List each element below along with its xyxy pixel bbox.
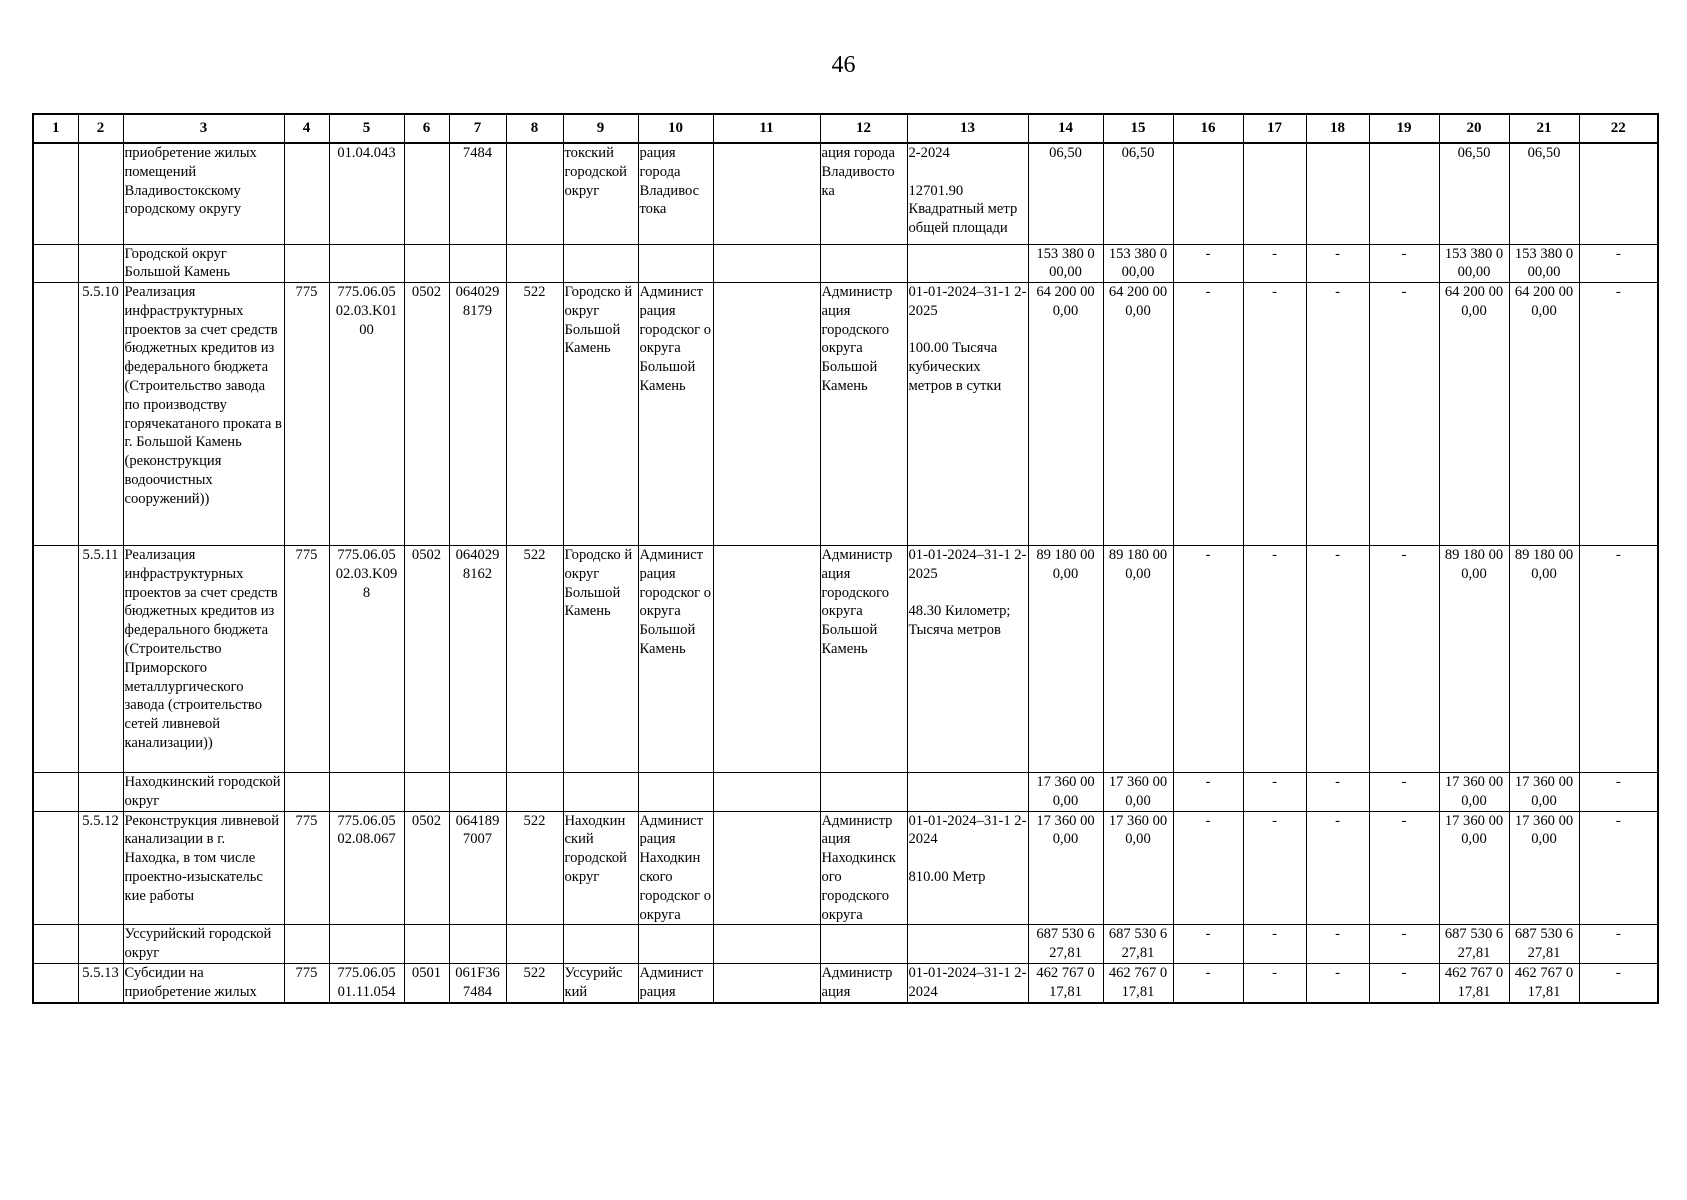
cell-col-9: Городско й округ Большой Камень — [563, 546, 638, 773]
cell-col-16: - — [1173, 244, 1243, 283]
cell-col-19: - — [1369, 244, 1439, 283]
column-header-22: 22 — [1579, 114, 1658, 143]
cell-col-10: Админист рация — [638, 964, 713, 1003]
table-row — [33, 773, 1658, 812]
column-header-1: 1 — [33, 114, 78, 143]
cell-col-4: 775 — [284, 283, 329, 546]
cell-col-21: 17 360 00 0,00 — [1509, 811, 1579, 925]
cell-col-8: 522 — [506, 283, 563, 546]
cell-col-6: 0502 — [404, 546, 449, 773]
cell-col-21: 462 767 0 17,81 — [1509, 964, 1579, 1003]
cell-col-9: Городско й округ Большой Камень — [563, 283, 638, 546]
cell-col-5: 775.06.05 02.03.K01 00 — [329, 283, 404, 546]
cell-col-16: - — [1173, 546, 1243, 773]
cell-col-15: 153 380 0 00,00 — [1103, 244, 1173, 283]
cell-col-16: - — [1173, 811, 1243, 925]
cell-col-3: Уссурийский городской округ — [123, 925, 284, 964]
cell-col-6: 0501 — [404, 964, 449, 1003]
cell-col-10 — [638, 925, 713, 964]
cell-col-7: 064029 8179 — [449, 283, 506, 546]
cell-col-22: - — [1579, 546, 1658, 773]
cell-col-9 — [563, 925, 638, 964]
cell-col-1 — [33, 811, 78, 925]
column-header-9: 9 — [563, 114, 638, 143]
cell-col-18: - — [1306, 964, 1369, 1003]
cell-col-22 — [1579, 143, 1658, 244]
cell-col-2: 5.5.12 — [78, 811, 123, 925]
table-row — [33, 925, 1658, 964]
cell-col-8: 522 — [506, 811, 563, 925]
column-header-12: 12 — [820, 114, 907, 143]
column-header-10: 10 — [638, 114, 713, 143]
cell-col-22: - — [1579, 925, 1658, 964]
cell-col-4: 775 — [284, 546, 329, 773]
cell-col-5: 01.04.043 — [329, 143, 404, 244]
cell-col-11 — [713, 811, 820, 925]
cell-col-4 — [284, 925, 329, 964]
cell-col-3: Реконструкция ливневой канализации в г. Находка, в том числе проектно-изыскательс кие работы — [123, 811, 284, 925]
cell-col-17: - — [1243, 964, 1306, 1003]
cell-col-1 — [33, 244, 78, 283]
cell-col-5: 775.06.05 02.03.K09 8 — [329, 546, 404, 773]
cell-col-10 — [638, 244, 713, 283]
cell-col-17: - — [1243, 244, 1306, 283]
cell-col-6: 0502 — [404, 811, 449, 925]
cell-col-11 — [713, 244, 820, 283]
cell-col-17: - — [1243, 546, 1306, 773]
cell-col-4 — [284, 143, 329, 244]
cell-col-12: Администр ация — [820, 964, 907, 1003]
cell-col-22: - — [1579, 283, 1658, 546]
cell-col-19: - — [1369, 964, 1439, 1003]
cell-col-2 — [78, 925, 123, 964]
cell-col-9: Уссурийс кий — [563, 964, 638, 1003]
header-row — [33, 114, 1658, 143]
cell-col-14: 17 360 00 0,00 — [1028, 811, 1103, 925]
cell-col-8: 522 — [506, 964, 563, 1003]
cell-col-8 — [506, 925, 563, 964]
cell-col-20: 17 360 00 0,00 — [1439, 773, 1509, 812]
cell-col-4: 775 — [284, 811, 329, 925]
cell-col-17: - — [1243, 811, 1306, 925]
cell-col-18: - — [1306, 811, 1369, 925]
cell-col-9: Находкин ский городской округ — [563, 811, 638, 925]
cell-col-2: 5.5.11 — [78, 546, 123, 773]
cell-col-18: - — [1306, 244, 1369, 283]
cell-col-21: 06,50 — [1509, 143, 1579, 244]
cell-col-21: 153 380 0 00,00 — [1509, 244, 1579, 283]
cell-col-5: 775.06.05 02.08.067 — [329, 811, 404, 925]
cell-col-7 — [449, 244, 506, 283]
cell-col-9 — [563, 773, 638, 812]
column-header-21: 21 — [1509, 114, 1579, 143]
cell-col-14: 462 767 0 17,81 — [1028, 964, 1103, 1003]
cell-col-11 — [713, 546, 820, 773]
cell-col-7: 061F36 7484 — [449, 964, 506, 1003]
cell-col-3: Субсидии на приобретение жилых — [123, 964, 284, 1003]
cell-col-10: Админист рация городског о округа Большой Камень — [638, 283, 713, 546]
cell-col-18: - — [1306, 546, 1369, 773]
column-header-17: 17 — [1243, 114, 1306, 143]
cell-col-13: 01-01-2024–31-1 2-2025 48.30 Километр; Тысяча метров — [907, 546, 1028, 773]
cell-col-6 — [404, 773, 449, 812]
cell-col-12: Администр ация городского округа Большой Камень — [820, 546, 907, 773]
cell-col-7: 7484 — [449, 143, 506, 244]
cell-col-19: - — [1369, 283, 1439, 546]
cell-col-3: Находкинский городской округ — [123, 773, 284, 812]
cell-col-8 — [506, 773, 563, 812]
cell-col-3: приобретение жилых помещений Владивостокскому городскому округу — [123, 143, 284, 244]
cell-col-21: 17 360 00 0,00 — [1509, 773, 1579, 812]
cell-col-10: Админист рация городског о округа Большой Камень — [638, 546, 713, 773]
cell-col-2 — [78, 773, 123, 812]
cell-col-14: 17 360 00 0,00 — [1028, 773, 1103, 812]
table-body — [33, 143, 1658, 1003]
column-header-7: 7 — [449, 114, 506, 143]
column-header-6: 6 — [404, 114, 449, 143]
table-row — [33, 546, 1658, 773]
cell-col-10: Админист рация Находкин ского городског о округа — [638, 811, 713, 925]
cell-col-10 — [638, 773, 713, 812]
column-header-14: 14 — [1028, 114, 1103, 143]
cell-col-17: - — [1243, 773, 1306, 812]
cell-col-11 — [713, 283, 820, 546]
column-header-13: 13 — [907, 114, 1028, 143]
cell-col-5 — [329, 244, 404, 283]
cell-col-12 — [820, 244, 907, 283]
cell-col-20: 64 200 00 0,00 — [1439, 283, 1509, 546]
cell-col-19: - — [1369, 811, 1439, 925]
cell-col-11 — [713, 773, 820, 812]
cell-col-5: 775.06.05 01.11.054 — [329, 964, 404, 1003]
column-header-4: 4 — [284, 114, 329, 143]
cell-col-15: 17 360 00 0,00 — [1103, 811, 1173, 925]
cell-col-4: 775 — [284, 964, 329, 1003]
column-header-3: 3 — [123, 114, 284, 143]
cell-col-13: 2-2024 12701.90 Квадратный метр общей площади — [907, 143, 1028, 244]
column-header-11: 11 — [713, 114, 820, 143]
cell-col-12: Администр ация Находкинск ого городского округа — [820, 811, 907, 925]
cell-col-5 — [329, 925, 404, 964]
cell-col-19 — [1369, 143, 1439, 244]
cell-col-13 — [907, 925, 1028, 964]
cell-col-10: рация города Владивос тока — [638, 143, 713, 244]
cell-col-5 — [329, 773, 404, 812]
cell-col-14: 153 380 0 00,00 — [1028, 244, 1103, 283]
cell-col-7: 064189 7007 — [449, 811, 506, 925]
cell-col-17 — [1243, 143, 1306, 244]
cell-col-19: - — [1369, 546, 1439, 773]
cell-col-19: - — [1369, 773, 1439, 812]
cell-col-22: - — [1579, 244, 1658, 283]
cell-col-1 — [33, 143, 78, 244]
cell-col-16: - — [1173, 773, 1243, 812]
column-header-18: 18 — [1306, 114, 1369, 143]
column-header-8: 8 — [506, 114, 563, 143]
cell-col-15: 64 200 00 0,00 — [1103, 283, 1173, 546]
cell-col-6 — [404, 143, 449, 244]
table-row — [33, 143, 1658, 244]
cell-col-7: 064029 8162 — [449, 546, 506, 773]
cell-col-2: 5.5.10 — [78, 283, 123, 546]
cell-col-16: - — [1173, 283, 1243, 546]
cell-col-3: Реализация инфраструктурных проектов за счет средств бюджетных кредитов из федерального бюджета (Строительство завода по производству горячекатаного проката в г. Большой Камень (реконструкция водоочистных сооружений)) — [123, 283, 284, 546]
cell-col-7 — [449, 925, 506, 964]
cell-col-16: - — [1173, 925, 1243, 964]
cell-col-14: 687 530 6 27,81 — [1028, 925, 1103, 964]
cell-col-15: 17 360 00 0,00 — [1103, 773, 1173, 812]
cell-col-15: 687 530 6 27,81 — [1103, 925, 1173, 964]
column-header-2: 2 — [78, 114, 123, 143]
cell-col-2 — [78, 143, 123, 244]
cell-col-20: 687 530 6 27,81 — [1439, 925, 1509, 964]
cell-col-15: 06,50 — [1103, 143, 1173, 244]
cell-col-13 — [907, 244, 1028, 283]
cell-col-22: - — [1579, 964, 1658, 1003]
cell-col-1 — [33, 773, 78, 812]
cell-col-14: 06,50 — [1028, 143, 1103, 244]
cell-col-12 — [820, 925, 907, 964]
cell-col-16: - — [1173, 964, 1243, 1003]
cell-col-18: - — [1306, 283, 1369, 546]
cell-col-20: 462 767 0 17,81 — [1439, 964, 1509, 1003]
cell-col-17: - — [1243, 283, 1306, 546]
cell-col-21: 89 180 00 0,00 — [1509, 546, 1579, 773]
cell-col-20: 153 380 0 00,00 — [1439, 244, 1509, 283]
cell-col-14: 89 180 00 0,00 — [1028, 546, 1103, 773]
cell-col-2 — [78, 244, 123, 283]
cell-col-8: 522 — [506, 546, 563, 773]
cell-col-3: Реализация инфраструктурных проектов за счет средств бюджетных кредитов из федерального бюджета (Строительство Приморского металлургического завода (строительство сетей ливневой канализации)) — [123, 546, 284, 773]
cell-col-13: 01-01-2024–31-1 2-2024 810.00 Метр — [907, 811, 1028, 925]
column-header-19: 19 — [1369, 114, 1439, 143]
cell-col-6 — [404, 925, 449, 964]
cell-col-13 — [907, 773, 1028, 812]
cell-col-20: 89 180 00 0,00 — [1439, 546, 1509, 773]
column-header-20: 20 — [1439, 114, 1509, 143]
cell-col-6: 0502 — [404, 283, 449, 546]
cell-col-8 — [506, 143, 563, 244]
cell-col-6 — [404, 244, 449, 283]
table-row — [33, 811, 1658, 925]
cell-col-21: 64 200 00 0,00 — [1509, 283, 1579, 546]
cell-col-4 — [284, 773, 329, 812]
cell-col-3: Городской округ Большой Камень — [123, 244, 284, 283]
cell-col-18 — [1306, 143, 1369, 244]
cell-col-1 — [33, 925, 78, 964]
cell-col-1 — [33, 546, 78, 773]
table-row — [33, 283, 1658, 546]
column-header-15: 15 — [1103, 114, 1173, 143]
cell-col-11 — [713, 143, 820, 244]
cell-col-13: 01-01-2024–31-1 2-2025 100.00 Тысяча кубических метров в сутки — [907, 283, 1028, 546]
column-header-5: 5 — [329, 114, 404, 143]
cell-col-1 — [33, 283, 78, 546]
cell-col-18: - — [1306, 925, 1369, 964]
cell-col-17: - — [1243, 925, 1306, 964]
cell-col-16 — [1173, 143, 1243, 244]
cell-col-12: ация города Владивосто ка — [820, 143, 907, 244]
cell-col-20: 17 360 00 0,00 — [1439, 811, 1509, 925]
cell-col-13: 01-01-2024–31-1 2-2024 — [907, 964, 1028, 1003]
cell-col-1 — [33, 964, 78, 1003]
page-number: 46 — [831, 52, 856, 78]
cell-col-12: Администр ация городского округа Большой Камень — [820, 283, 907, 546]
cell-col-7 — [449, 773, 506, 812]
table-row — [33, 244, 1658, 283]
cell-col-14: 64 200 00 0,00 — [1028, 283, 1103, 546]
cell-col-4 — [284, 244, 329, 283]
cell-col-22: - — [1579, 773, 1658, 812]
budget-table — [32, 113, 1659, 1004]
cell-col-15: 462 767 0 17,81 — [1103, 964, 1173, 1003]
cell-col-11 — [713, 964, 820, 1003]
cell-col-15: 89 180 00 0,00 — [1103, 546, 1173, 773]
table-row — [33, 964, 1658, 1003]
cell-col-2: 5.5.13 — [78, 964, 123, 1003]
cell-col-9 — [563, 244, 638, 283]
cell-col-9: токский городской округ — [563, 143, 638, 244]
cell-col-11 — [713, 925, 820, 964]
column-header-16: 16 — [1173, 114, 1243, 143]
cell-col-19: - — [1369, 925, 1439, 964]
cell-col-12 — [820, 773, 907, 812]
cell-col-8 — [506, 244, 563, 283]
cell-col-18: - — [1306, 773, 1369, 812]
cell-col-22: - — [1579, 811, 1658, 925]
cell-col-21: 687 530 6 27,81 — [1509, 925, 1579, 964]
cell-col-20: 06,50 — [1439, 143, 1509, 244]
